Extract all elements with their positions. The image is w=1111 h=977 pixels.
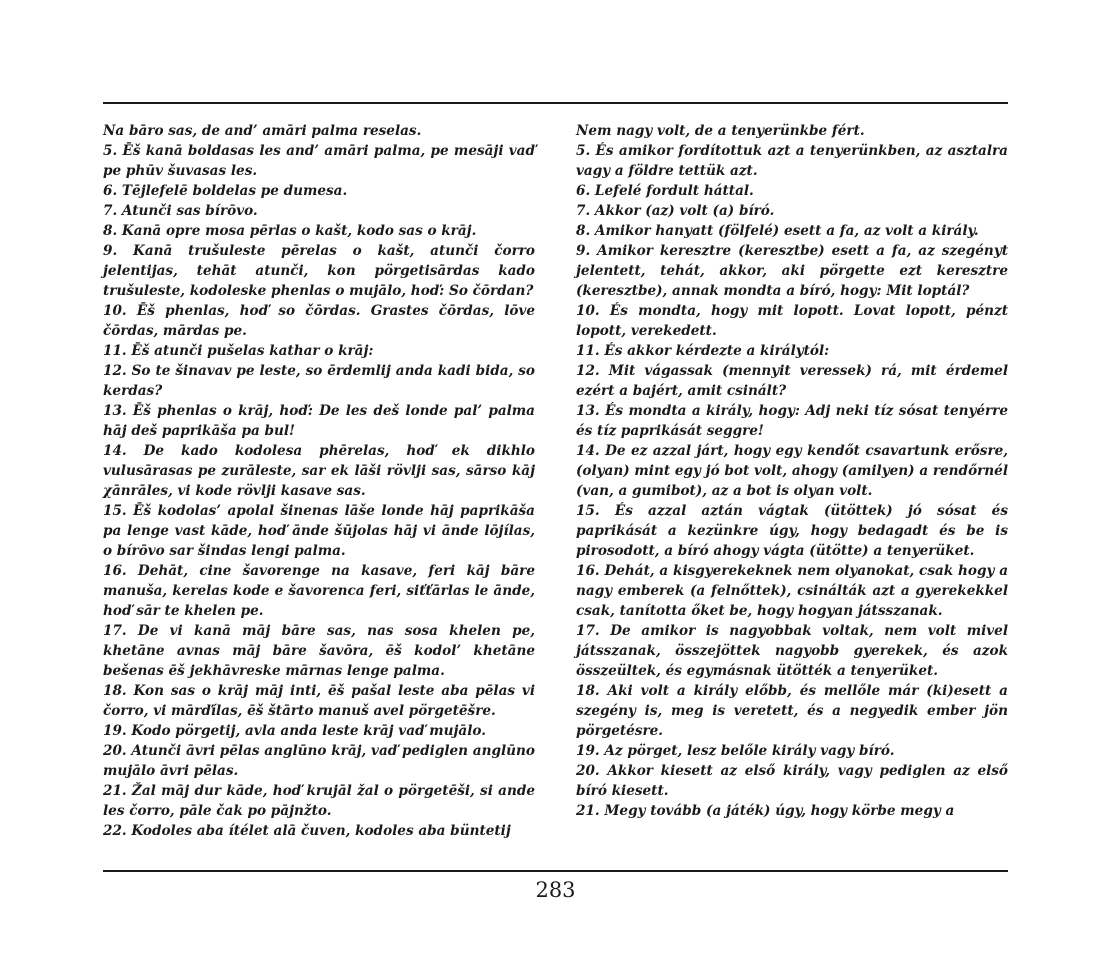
- left-paragraph: 5. Ēš kanā boldasas les and’ amāri palma, pe mesāji vaď pe phūv šuvasas les.: [103, 143, 535, 179]
- right-paragraph: 6. Lefelé fordult háttal.: [576, 183, 754, 199]
- left-paragraph: 9. Kanā trušuleste pērelas o kašt, atunči čorro jelentijas, tehāt atunči, kon pörgetisārdas kado trušuleste, kodoleske phenlas o mujālo, hoď: So čōrdan?: [103, 243, 535, 299]
- right-paragraph: 10. És mondta, hogy mit lopott. Lovat lopott, pénzt lopott, verekedett.: [576, 303, 1008, 339]
- left-paragraph: Na bāro sas, de and’ amāri palma reselas.: [103, 123, 422, 139]
- left-paragraph: 8. Kanā opre mosa pērlas o kašt, kodo sas o krāj.: [103, 223, 477, 239]
- right-paragraph: 8. Amikor hanyatt (fölfelé) esett a fa, az volt a király.: [576, 223, 979, 239]
- left-paragraph: 20. Atunči āvri pēlas anglūno krāj, vaď pediglen anglūno mujālo āvri pēlas.: [103, 743, 535, 779]
- right-paragraph: 12. Mit vágassak (mennyit veressek) rá, mit érdemel ezért a bajért, amit csinált?: [576, 363, 1008, 399]
- left-paragraph: 16. Dehāt, cine šavorenge na kasave, feri kāj bāre manuša, kerelas kode e šavorenca feri, siťťārlas le ānde, hoď sār te khelen pe.: [103, 563, 535, 619]
- left-paragraph: 7. Atunči sas bírōvo.: [103, 203, 258, 219]
- right-paragraph: 17. De amikor is nagyobbak voltak, nem volt mivel játsszanak, összejöttek nagyobb gyerekek, és azok összeültek, és egymásnak ütötték a tenyerüket.: [576, 623, 1008, 679]
- left-paragraph: 18. Kon sas o krāj māj inti, ēš pašal leste aba pēlas vi čorro, vi mārďílas, ēš štārto manuš avel pörgetēšre.: [103, 683, 535, 719]
- romani-text-column: [103, 121, 535, 841]
- left-paragraph: 15. Ēš kodolas’ apolal šinenas lāše londe hāj paprikāša pa lenge vast kāde, hoď ānde šūjolas hāj vi ānde lōjílas, o bírōvo sar šindas lengi palma.: [103, 503, 535, 559]
- right-paragraph: 20. Akkor kiesett az első király, vagy pediglen az első bíró kiesett.: [576, 763, 1008, 799]
- page-number: 283: [535, 878, 576, 902]
- left-paragraph: 6. Tējlefelē boldelas pe dumesa.: [103, 183, 348, 199]
- left-paragraph: 10. Ēš phenlas, hoď so čōrdas. Grastes čōrdas, lōve čōrdas, mārdas pe.: [103, 303, 535, 339]
- left-paragraph: 21. Žal māj dur kāde, hoď krujāl žal o pörgetēši, si ande les čorro, pāle čak po pājnžto.: [103, 783, 535, 819]
- right-paragraph: 15. És azzal aztán vágtak (ütöttek) jó sósat és paprikását a kezünkre úgy, hogy bedagadt és be is pirosodott, a bíró ahogy vágta (ütötte) a tenyerüket.: [576, 503, 1008, 559]
- left-paragraph: 13. Ēš phenlas o krāj, hoď: De les deš londe pal’ palma hāj deš paprikāša pa bul!: [103, 403, 535, 439]
- left-paragraph: 11. Ēš atunči pušelas kathar o krāj:: [103, 343, 374, 359]
- left-paragraph: 22. Kodoles aba ítélet alā čuven, kodoles aba büntetij: [103, 823, 511, 839]
- left-paragraph: 14. De kado kodolesa phērelas, hoď ek dikhlo vulusārasas pe zurāleste, sar ek lāši rövlji sas, sārso kāj χānrāles, vi kode rövlji kasave sas.: [103, 443, 535, 499]
- left-paragraph: 17. De vi kanā māj bāre sas, nas sosa khelen pe, khetāne avnas māj bāre šavōra, ēš kodol’ khetāne bešenas ēš jekhāvreske mārnas lenge palma.: [103, 623, 535, 679]
- right-paragraph: 21. Megy tovább (a játék) úgy, hogy körbe megy a: [576, 803, 955, 819]
- right-paragraph: 7. Akkor (az) volt (a) bíró.: [576, 203, 775, 219]
- top-rule: [103, 102, 1008, 104]
- hungarian-text-column: [576, 121, 1008, 821]
- left-paragraph: 19. Kodo pörgetij, avla anda leste krāj vaď mujālo.: [103, 723, 486, 739]
- right-paragraph: 16. Dehát, a kisgyerekeknek nem olyanokat, csak hogy a nagy emberek (a felnőttek), csinálták azt a gyerekekkel csak, tanította őket be, hogy hogyan játsszanak.: [576, 563, 1008, 619]
- right-paragraph: 14. De ez azzal járt, hogy egy kendőt csavartunk erősre, (olyan) mint egy jó bot volt, ahogy (amilyen) a rendőrnél (van, a gumibot), az a bot is olyan volt.: [576, 443, 1008, 499]
- right-paragraph: 18. Aki volt a király előbb, és mellőle már (ki)esett a szegény is, meg is veretett, és a negyedik ember jön pörgetésre.: [576, 683, 1008, 739]
- right-paragraph: 5. És amikor fordítottuk azt a tenyerünkben, az asztalra vagy a földre tettük azt.: [576, 143, 1008, 179]
- bottom-rule: [103, 870, 1008, 872]
- right-paragraph: 9. Amikor keresztre (keresztbe) esett a fa, az szegényt jelentett, tehát, akkor, aki pörgette ezt keresztre (keresztbe), annak mondta a bíró, hogy: Mit loptál?: [576, 243, 1008, 299]
- right-paragraph: 13. És mondta a király, hogy: Adj neki tíz sósat tenyérre és tíz paprikását seggre!: [576, 403, 1008, 439]
- right-paragraph: 11. És akkor kérdezte a királytól:: [576, 343, 830, 359]
- right-paragraph: Nem nagy volt, de a tenyerünkbe fért.: [576, 123, 865, 139]
- left-paragraph: 12. So te šinavav pe leste, so ērdemlij anda kadi bida, so kerdas?: [103, 363, 535, 399]
- right-paragraph: 19. Az pörget, lesz belőle király vagy bíró.: [576, 743, 895, 759]
